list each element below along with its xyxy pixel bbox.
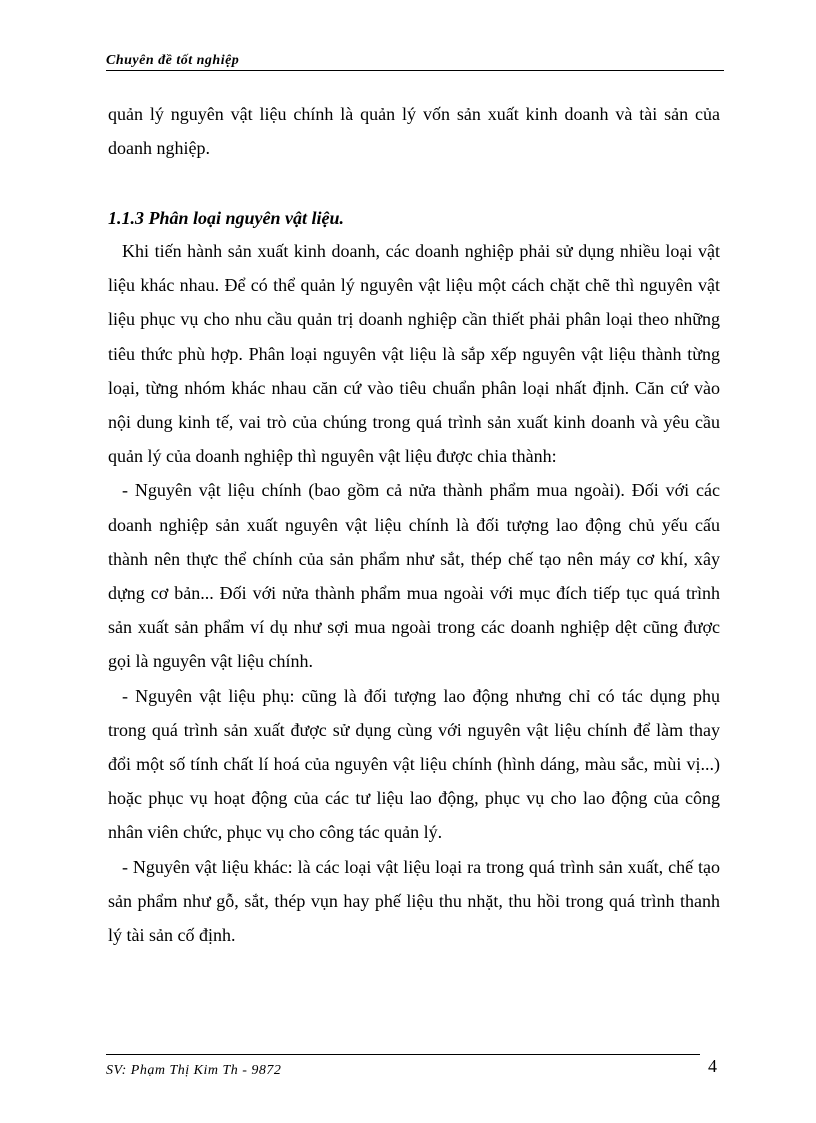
list-item: - Nguyên vật liệu phụ: cũng là đối tượng lao động nhưng chỉ có tác dụng phụ trong quá trình sản xuất được sử dụng cùng với nguyên vật liệu chính để làm thay đổi một số tính chất lí hoá của nguyên vật liệu chính (hình dáng, màu sắc, mùi vị...) hoặc phục vụ hoạt động của các tư liệu lao động, phục vụ cho lao động của công nhân viên chức, phục vụ cho công tác quản lý.: [108, 685, 720, 843]
list-item: - Nguyên vật liệu khác: là các loại vật liệu loại ra trong quá trình sản xuất, chế tạo sản phẩm như gỗ, sắt, thép vụn hay phế liệu thu nhặt, thu hồi trong quá trình thanh lý tài sản cố định.: [108, 856, 720, 946]
section-body: [108, 234, 720, 952]
footer-author: SV: Phạm Thị Kim Th - 9872: [106, 1063, 282, 1078]
section-paragraph: Khi tiến hành sản xuất kinh doanh, các doanh nghiệp phải sử dụng nhiều loại vật liệu khác nhau. Để có thể quản lý nguyên vật liệu một cách chặt chẽ thì nguyên vật liệu phục vụ cho nhu cầu quản trị doanh nghiệp cần thiết phải phân loại theo những tiêu thức phù hợp. Phân loại nguyên vật liệu là sắp xếp nguyên vật liệu thành từng loại, từng nhóm khác nhau căn cứ vào tiêu chuẩn phân loại nhất định. Căn cứ vào nội dung kinh tế, vai trò của chúng trong quá trình sản xuất kinh doanh và yêu cầu quản lý của doanh nghiệp thì nguyên vật liệu được chia thành:: [108, 241, 720, 467]
intro-paragraph: quản lý nguyên vật liệu chính là quản lý vốn sản xuất kinh doanh và tài sản của doanh nghiệp.: [108, 104, 720, 159]
body-text: [108, 97, 720, 165]
page-header: [106, 52, 724, 71]
page-footer: [106, 1054, 700, 1078]
page-number: 4: [708, 1056, 717, 1076]
header-title: Chuyên đề tốt nghiệp: [106, 53, 240, 68]
section-heading: 1.1.3 Phân loại nguyên vật liệu.: [108, 208, 345, 228]
list-item: - Nguyên vật liệu chính (bao gồm cả nửa thành phẩm mua ngoài). Đối với các doanh nghiệp sản xuất nguyên vật liệu chính là đối tượng lao động chủ yếu cấu thành nên thực thể chính của sản phẩm như sắt, thép chế tạo nên máy cơ khí, xây dựng cơ bản... Đối với nửa thành phẩm mua ngoài với mục đích tiếp tục quá trình sản xuất sản phẩm ví dụ như sợi mua ngoài trong các doanh nghiệp dệt cũng được gọi là nguyên vật liệu chính.: [108, 480, 720, 672]
